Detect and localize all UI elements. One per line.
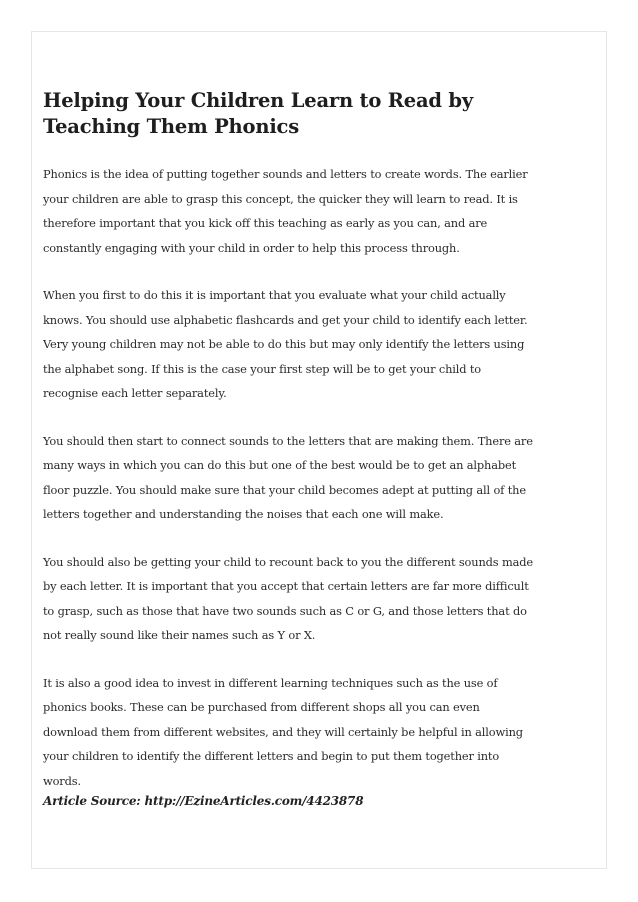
article-paragraph-5: It is also a good idea to invest in different learning techniques such as the use of phonics books. These can be purchased from different shops all you can even download them from different websites, and they will certainly be helpful in allowing your children to identify the different letters and begin to put them together into words.: [43, 675, 523, 788]
article-title: Helping Your Children Learn to Read by Teaching Them Phonics: [43, 89, 473, 138]
article-paragraph-2: When you first to do this it is important that you evaluate what your child actually knows. You should use alphabetic flashcards and get your child to identify each letter. Very young children may not be able to do this but may only identify the letters using the alphabet song. If this is the case your first step will be to get your child to recognise each letter separately.: [43, 288, 528, 400]
article-paragraph-3: You should then start to connect sounds to the letters that are making them. There are many ways in which you can do this but one of the best would be to get an alphabet floor puzzle. You should make sure that your child becomes adept at putting all of the letters together and understanding the noises that each one will make.: [43, 433, 533, 521]
article-paragraph-4: You should also be getting your child to recount back to you the different sounds made by each letter. It is important that you accept that certain letters are far more difficult to grasp, such as those that have two sounds such as C or G, and those letters that do not really sound like their names such as Y or X.: [43, 554, 533, 642]
article-source: Article Source: http://EzineArticles.com/4423878: [43, 794, 364, 808]
article-paragraph-1: Phonics is the idea of putting together sounds and letters to create words. The earlier your children are able to grasp this concept, the quicker they will learn to read. It is therefore important that you kick off this teaching as early as you can, and are constantly engaging with your child in order to help this process through.: [43, 167, 528, 255]
article-body: [43, 88, 533, 816]
